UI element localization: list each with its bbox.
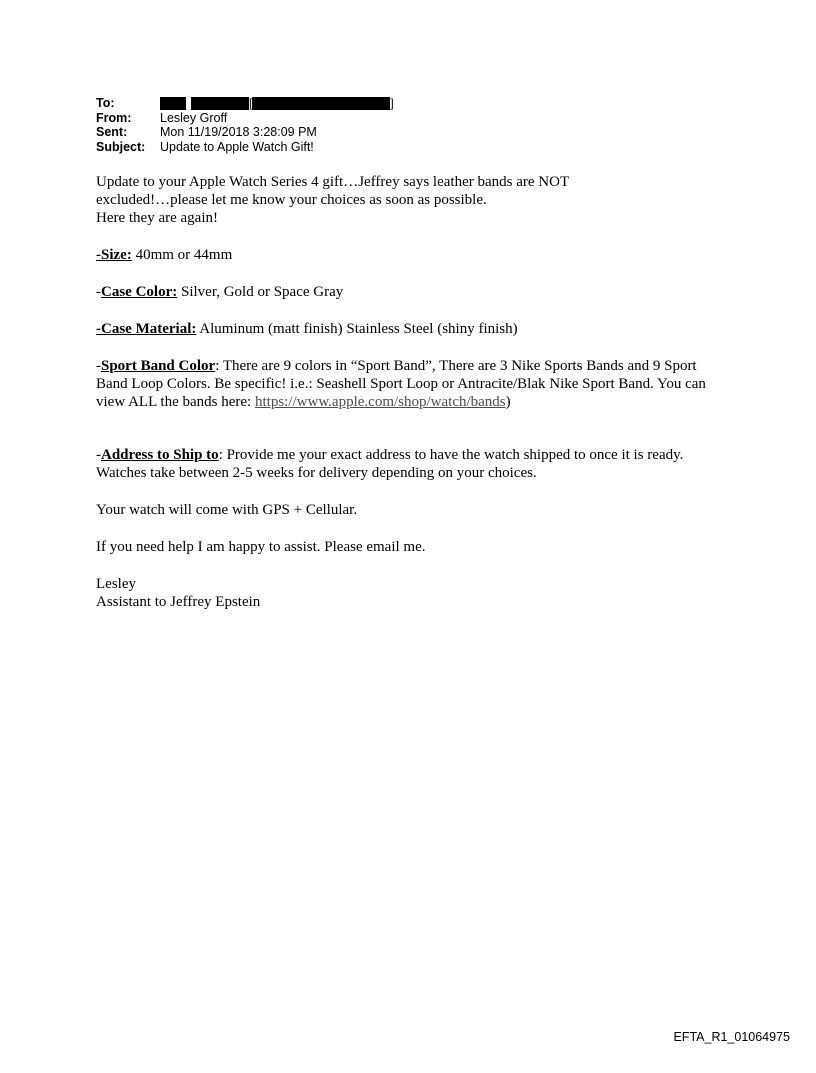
sent-value: Mon 11/19/2018 3:28:09 PM [160,125,317,139]
intro-paragraph [96,173,726,227]
sport-band-paragraph [96,357,726,411]
help-paragraph [96,538,726,556]
subject-label: Subject: [96,139,146,154]
intro-line-2: excluded!…please let me know your choices as soon as possible. [96,192,487,208]
redaction-block [252,97,390,110]
bracket-open: [ [249,95,253,110]
apple-bands-link[interactable]: https://www.apple.com/shop/watch/bands [254,394,506,410]
from-label: From: [96,110,132,125]
sent-row [96,125,394,140]
band-close: ) [505,394,511,410]
address-text: : Provide me your exact address to have the watch shipped to once it is ready. Watches take between 2-5 weeks for delivery depending on your choices. [96,447,684,481]
to-label: To: [96,96,115,110]
gps-paragraph [96,501,726,519]
email-header [96,96,394,154]
address-label: Address to Ship to [101,447,219,463]
subject-value: Update to Apple Watch Gift! [160,139,314,154]
size-paragraph [96,246,726,264]
redaction-block [191,97,249,110]
redaction-block [160,97,186,110]
case-color-prefix: - [96,284,101,300]
sport-band-label: Sport Band Color [101,358,216,374]
sport-band-text: : There are 9 colors in “Sport Band”, There are 3 Nike Sports Bands and 9 Sport Band Loop Colors. Be specific! i.e.: Seashell Sport Loop or Antracite/Blak Nike Sport Band. You can view ALL the bands here: [96,358,706,410]
case-material-paragraph [96,320,726,338]
document-id: EFTA_R1_01064975 [673,1030,790,1044]
signature-title: Assistant to Jeffrey Epstein [96,594,261,610]
to-row [96,96,394,111]
intro-line-1: Update to your Apple Watch Series 4 gift…Jeffrey says leather bands are NOT [96,174,570,190]
subject-row [96,140,394,155]
intro-line-3: Here they are again! [96,210,219,226]
band-prefix: - [96,358,101,374]
case-material-label: -Case Material: [96,321,197,337]
from-value: Lesley Groff [160,110,228,125]
email-body [96,173,726,630]
gps-line: Your watch will come with GPS + Cellular. [96,502,358,518]
to-value-redacted [160,96,394,110]
sent-label: Sent: [96,125,128,139]
size-label: -Size: [96,247,132,263]
case-color-value: Silver, Gold or Space Gray [177,284,344,300]
case-color-paragraph [96,283,726,301]
case-material-value: Aluminum (matt finish) Stainless Steel (shiny finish) [196,321,518,337]
case-color-label: Case Color: [101,284,178,300]
from-row [96,111,394,126]
signature [96,575,726,611]
address-paragraph [96,446,726,482]
help-line: If you need help I am happy to assist. Please email me. [96,539,426,555]
signature-name: Lesley [96,576,136,592]
size-value: 40mm or 44mm [131,247,233,263]
address-prefix: - [96,447,101,463]
bracket-close: ] [390,95,394,110]
